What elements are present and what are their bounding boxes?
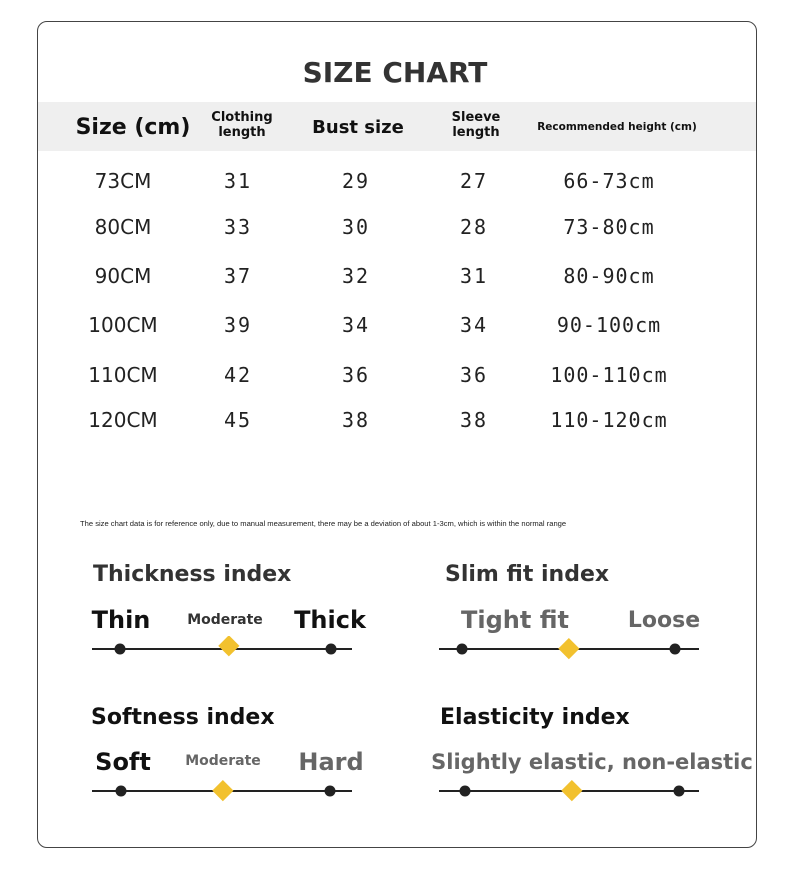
thickness-label-moderate: Moderate <box>187 612 263 628</box>
cell-clothing-length: 42 <box>223 363 253 387</box>
scale-dot-left <box>116 786 127 797</box>
header-clothing-line2: length <box>218 125 266 140</box>
cell-bust-size: 34 <box>341 313 371 337</box>
cell-sleeve-length: 38 <box>459 408 489 432</box>
cell-bust-size: 36 <box>341 363 371 387</box>
scale-dot-right <box>325 786 336 797</box>
cell-clothing-length: 37 <box>223 264 253 288</box>
cell-recommended-height: 100-110cm <box>550 363 668 387</box>
thickness-scale <box>90 636 355 664</box>
thickness-label-thin: Thin <box>91 606 151 634</box>
cell-sleeve-length: 31 <box>459 264 489 288</box>
softness-label-hard: Hard <box>298 748 364 776</box>
slim-fit-scale <box>437 636 702 664</box>
cell-size: 120CM <box>88 408 158 432</box>
scale-dot-left <box>115 644 126 655</box>
cell-recommended-height: 90-100cm <box>556 313 662 337</box>
cell-recommended-height: 110-120cm <box>550 408 668 432</box>
softness-label-moderate: Moderate <box>185 753 261 769</box>
cell-sleeve-length: 34 <box>459 313 489 337</box>
slim-fit-label-tight: Tight fit <box>461 606 569 634</box>
slim-fit-index-title: Slim fit index <box>445 562 610 587</box>
table-row <box>0 215 790 245</box>
header-sleeve-line2: length <box>452 125 500 140</box>
table-row <box>0 264 790 294</box>
softness-label-soft: Soft <box>95 748 151 776</box>
cell-sleeve-length: 28 <box>459 215 489 239</box>
slim-fit-label-loose: Loose <box>627 608 701 633</box>
elasticity-scale <box>437 778 702 806</box>
header-clothing-line1: Clothing <box>211 110 273 125</box>
thickness-index-title: Thickness index <box>93 562 292 587</box>
table-row <box>0 363 790 393</box>
softness-index-title: Softness index <box>91 705 275 730</box>
page-title: SIZE CHART <box>302 56 488 89</box>
table-row <box>0 313 790 343</box>
softness-scale <box>90 778 355 806</box>
scale-marker-diamond <box>558 638 579 659</box>
scale-dot-right <box>670 644 681 655</box>
cell-clothing-length: 33 <box>223 215 253 239</box>
header-clothing-length <box>211 110 272 140</box>
cell-recommended-height: 80-90cm <box>563 264 655 288</box>
cell-recommended-height: 73-80cm <box>563 215 655 239</box>
scale-dot-right <box>326 644 337 655</box>
header-size: Size (cm) <box>75 115 191 140</box>
scale-dot-right <box>674 786 685 797</box>
header-bust-size: Bust size <box>312 117 404 138</box>
cell-clothing-length: 45 <box>223 408 253 432</box>
elasticity-index-title: Elasticity index <box>440 705 630 730</box>
cell-sleeve-length: 36 <box>459 363 489 387</box>
cell-size: 110CM <box>88 363 158 387</box>
cell-bust-size: 30 <box>341 215 371 239</box>
cell-bust-size: 38 <box>341 408 371 432</box>
reference-note: The size chart data is for reference only, due to manual measurement, there may be a deviation of about 1-3cm, which is within the normal range <box>80 519 567 528</box>
header-sleeve-length <box>452 110 501 140</box>
header-recommended-height: Recommended height (cm) <box>537 121 697 133</box>
cell-size: 100CM <box>88 313 158 337</box>
cell-bust-size: 32 <box>341 264 371 288</box>
scale-dot-left <box>460 786 471 797</box>
elasticity-label: Slightly elastic, non-elastic <box>431 750 753 774</box>
cell-clothing-length: 31 <box>223 169 253 193</box>
table-row <box>0 408 790 438</box>
thickness-label-thick: Thick <box>294 606 366 634</box>
table-row <box>0 169 790 199</box>
cell-clothing-length: 39 <box>223 313 253 337</box>
cell-size: 80CM <box>94 215 152 239</box>
cell-sleeve-length: 27 <box>459 169 489 193</box>
scale-dot-left <box>457 644 468 655</box>
cell-recommended-height: 66-73cm <box>563 169 655 193</box>
scale-marker-diamond <box>212 780 233 801</box>
cell-size: 73CM <box>94 169 152 193</box>
header-sleeve-line1: Sleeve <box>451 110 501 125</box>
cell-bust-size: 29 <box>341 169 371 193</box>
cell-size: 90CM <box>94 264 152 288</box>
scale-marker-diamond <box>218 636 239 656</box>
scale-marker-diamond <box>561 780 582 801</box>
